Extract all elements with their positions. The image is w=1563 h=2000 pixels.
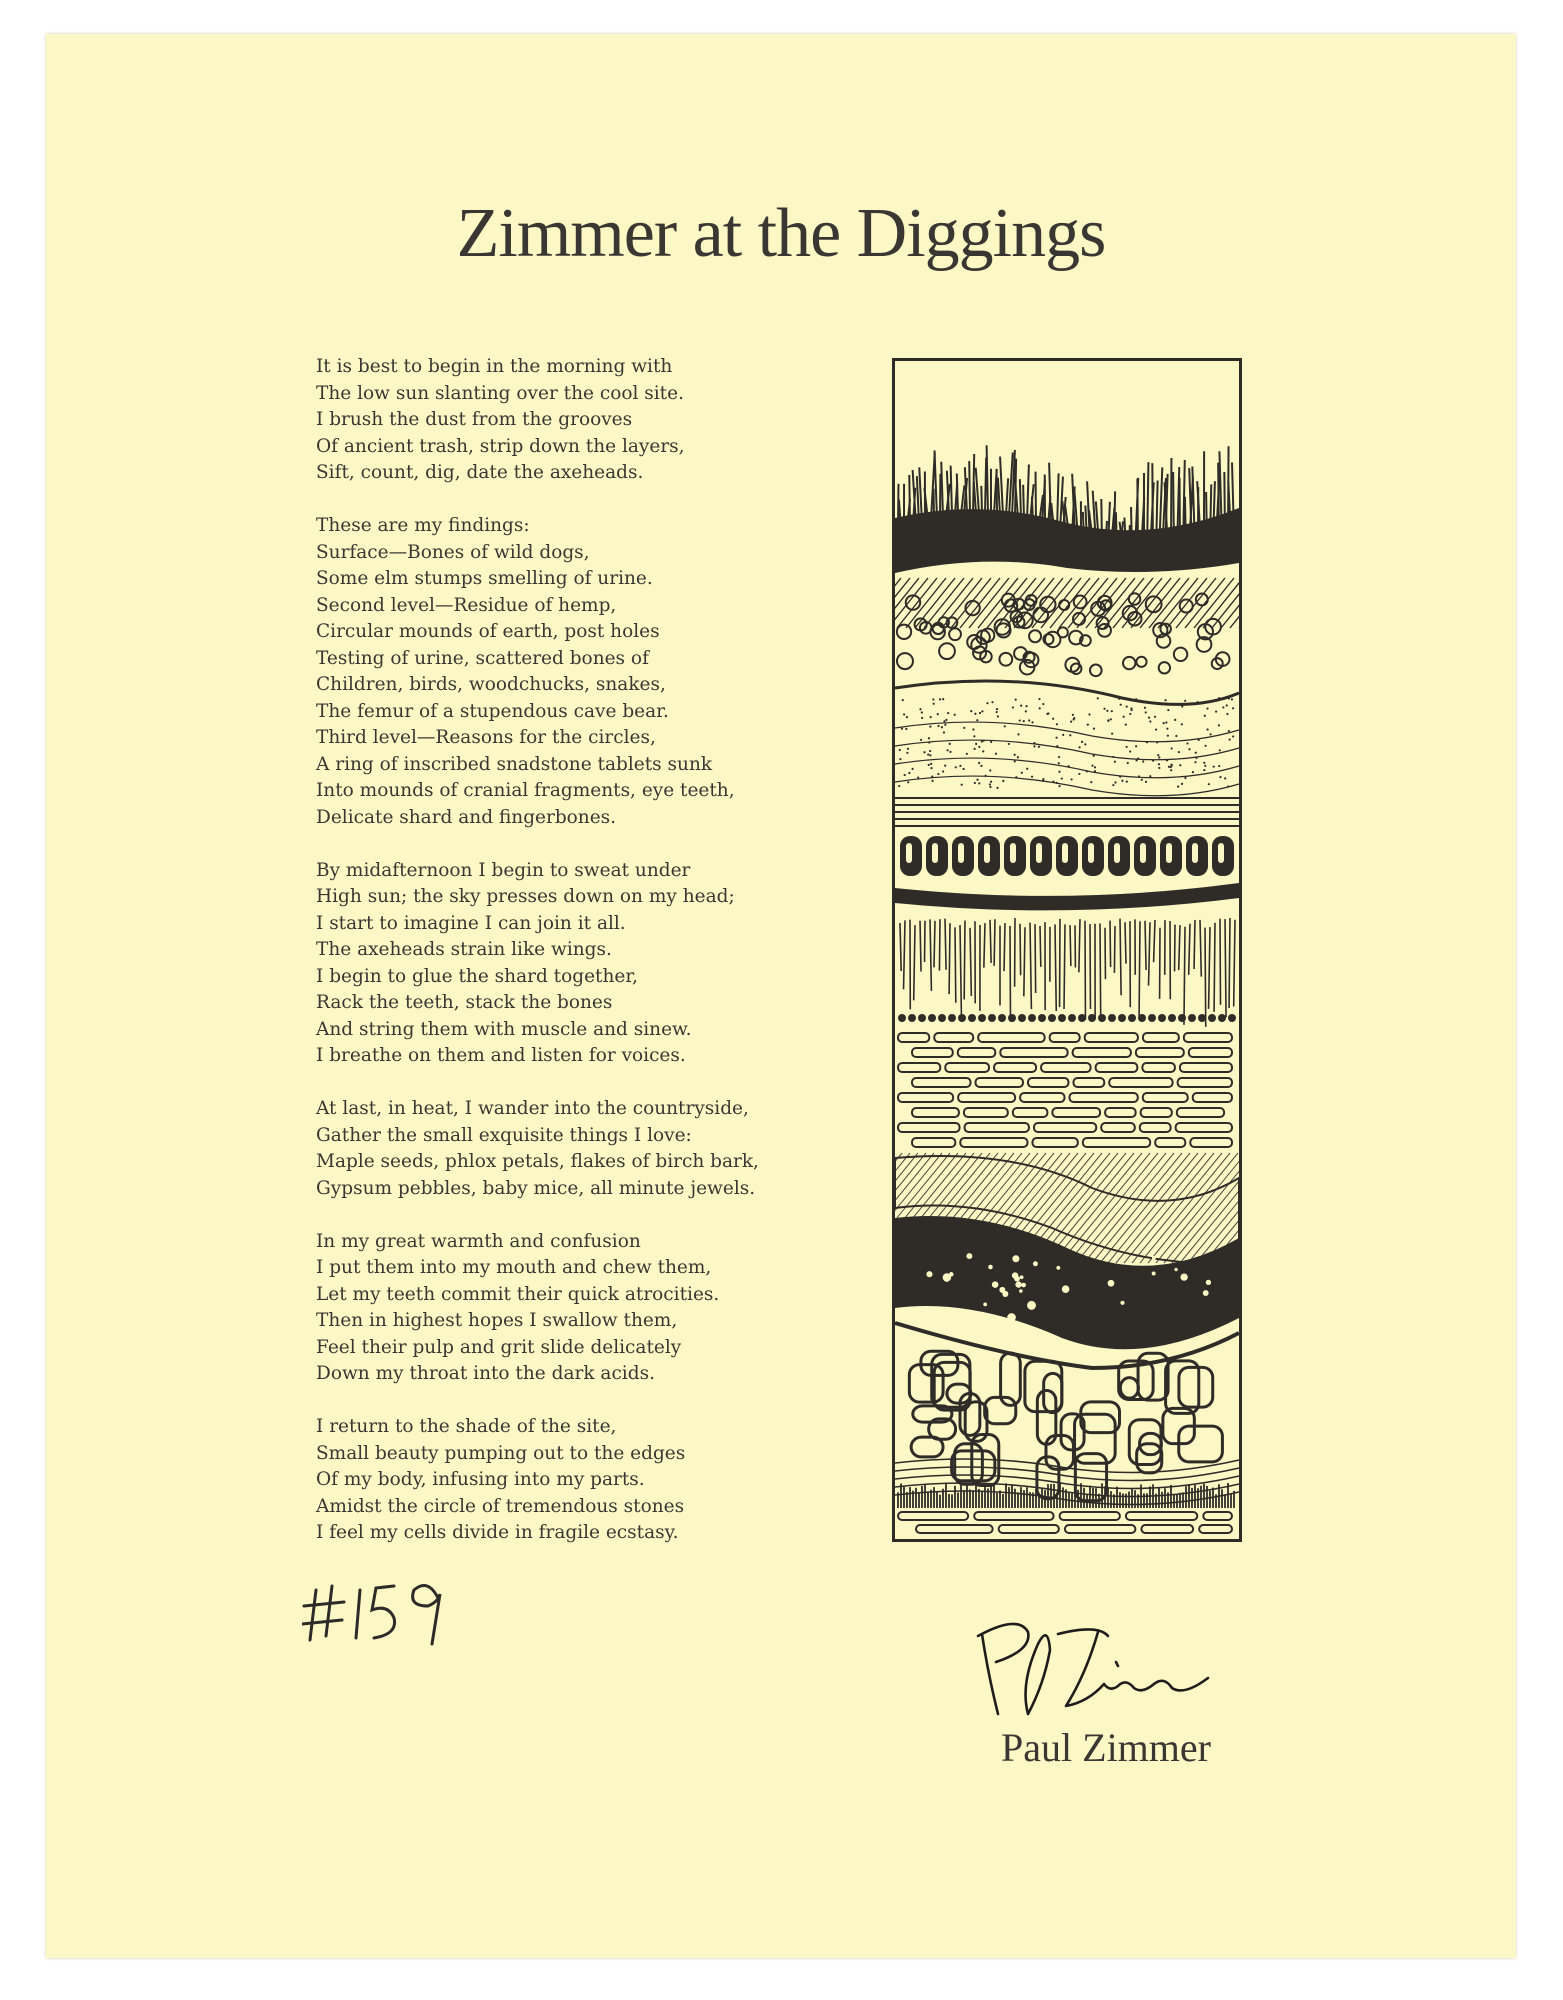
broadside-sheet	[46, 34, 1516, 1958]
poem-line: Rack the teeth, stack the bones	[316, 992, 613, 1013]
poem-line: Then in highest hopes I swallow them,	[316, 1310, 678, 1331]
poem-line: Down my throat into the dark acids.	[316, 1363, 655, 1384]
poem-line: Small beauty pumping out to the edges	[316, 1442, 686, 1464]
poem-line: And string them with muscle and sinew.	[316, 1018, 692, 1040]
poem-body	[316, 354, 876, 1573]
poem-line: Surface—Bones of wild dogs,	[316, 541, 590, 563]
poem-line: Testing of urine, scattered bones of	[316, 647, 649, 669]
poem-line: Second level—Residue of hemp,	[316, 594, 617, 616]
poem-line: Feel their pulp and grit slide delicately	[316, 1336, 682, 1358]
handwritten-copy-number	[302, 1572, 452, 1652]
poem-line: It is best to begin in the morning with	[316, 356, 673, 377]
poem-line: Some elm stumps smelling of urine.	[316, 568, 653, 589]
poem-line: Into mounds of cranial fragments, eye teeth,	[316, 780, 735, 801]
author-signature	[958, 1614, 1228, 1724]
poem-line: By midafternoon I begin to sweat under	[316, 859, 691, 881]
poem-line: Maple seeds, phlox petals, flakes of birch bark,	[316, 1151, 759, 1172]
poem-line: In my great warmth and confusion	[316, 1230, 641, 1252]
poem-line: I brush the dust from the grooves	[316, 409, 633, 430]
poem-line: Children, birds, woodchucks, snakes,	[316, 674, 666, 695]
poem-line: I begin to glue the shard together,	[316, 965, 639, 987]
poem-line: I put them into my mouth and chew them,	[316, 1257, 712, 1278]
poem-title: Zimmer at the Diggings	[456, 195, 1106, 272]
poem-stanza	[316, 1096, 876, 1202]
poem-line: Of my body, infusing into my parts.	[316, 1469, 645, 1490]
soil-strata-woodcut	[892, 358, 1242, 1542]
poem-line: Sift, count, dig, date the axeheads.	[316, 462, 644, 483]
poem-line: The low sun slanting over the cool site.	[316, 382, 684, 404]
poem-line: Circular mounds of earth, post holes	[316, 621, 660, 642]
poem-line: I return to the shade of the site,	[316, 1416, 617, 1437]
poem-line: The femur of a stupendous cave bear.	[316, 700, 669, 722]
poem-stanza	[316, 858, 876, 1070]
poem-line: I start to imagine I can join it all.	[316, 912, 626, 934]
poem-line: Third level—Reasons for the circles,	[316, 727, 656, 748]
poem-line: The axeheads strain like wings.	[316, 939, 612, 960]
poem-line: High sun; the sky presses down on my head;	[316, 886, 735, 907]
poem-line: Delicate shard and fingerbones.	[316, 806, 617, 828]
poem-line: Gather the small exquisite things I love:	[316, 1124, 692, 1146]
poem-stanza	[316, 513, 876, 831]
poem-stanza	[316, 1414, 876, 1547]
poem-line: At last, in heat, I wander into the countryside,	[316, 1098, 749, 1119]
poem-line: Gypsum pebbles, baby mice, all minute jewels.	[316, 1177, 756, 1199]
poem-line: Let my teeth commit their quick atrocities.	[316, 1283, 720, 1305]
poem-line: Of ancient trash, strip down the layers,	[316, 435, 685, 457]
poem-line: I breathe on them and listen for voices.	[316, 1045, 686, 1066]
poem-line: Amidst the circle of tremendous stones	[316, 1495, 685, 1517]
poem-stanza	[316, 1229, 876, 1388]
poem-line: I feel my cells divide in fragile ecstasy.	[316, 1522, 679, 1543]
author-name: Paul Zimmer	[1001, 1725, 1211, 1770]
poem-line: These are my findings:	[316, 515, 530, 536]
poem-stanza	[316, 354, 876, 487]
poem-line: A ring of inscribed snadstone tablets sunk	[316, 753, 713, 775]
